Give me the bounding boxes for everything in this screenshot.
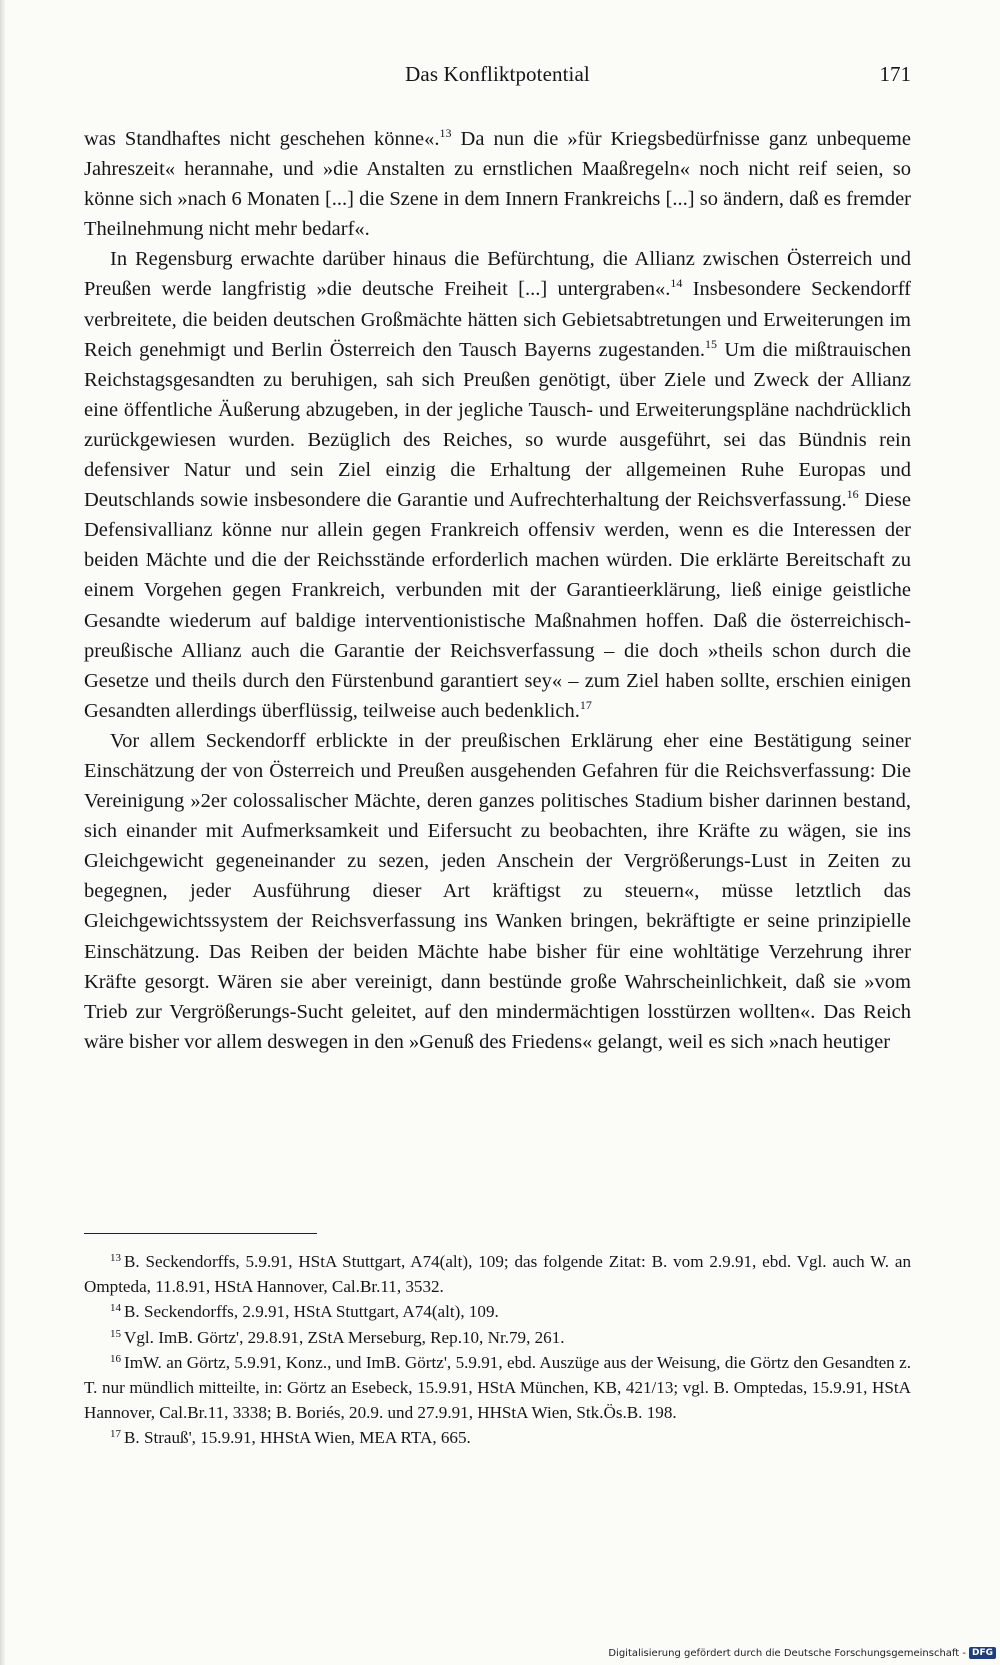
footnotes	[84, 1249, 911, 1451]
footnote-number: 16	[110, 1352, 121, 1365]
footnote-text: B. Strauß', 15.9.91, HHStA Wien, MEA RTA, 665.	[124, 1428, 471, 1448]
footnote-text: ImW. an Görtz, 5.9.91, Konz., und ImB. Görtz', 5.9.91, ebd. Auszüge aus der Weisung, die Görtz den Gesandten z. T. nur mündlich mitteilte, in: Görtz an Esebeck, 15.9.91, HStA München, KB, 421/13; vgl. B. Omptedas, 15.9.91, HStA Hannover, Cal.Br.11, 3338; B. Boriés, 20.9. und 27.9.91, HHStA Wien, Stk.Ös.B. 198.	[84, 1352, 911, 1423]
text-span: Um die mißtrauischen Reichstagsgesandten zu beruhigen, sah sich Preußen genötigt, über Ziele und Zweck der Allianz eine öffentliche Äußerung abzugeben, in der jegliche Tausch- und Erweiterungspläne nachdrücklich zurückgewiesen wurden. Bezüglich des Reiches, so wurde ausgeführt, sei das Bündnis rein defensiver Natur und sein Ziel einzig die Erhaltung der allgemeinen Ruhe Europas und Deutschlands sowie insbesondere die Garantie und Aufrechterhaltung der Reichsverfassung.	[84, 338, 911, 512]
footnote	[84, 1425, 911, 1450]
footnote-text: B. Seckendorffs, 5.9.91, HStA Stuttgart, A74(alt), 109; das folgende Zitat: B. vom 2.9.91, ebd. Vgl. auch W. an Ompteda, 11.8.91, HStA Hannover, Cal.Br.11, 3532.	[84, 1252, 911, 1297]
digitization-note: Digitalisierung gefördert durch die Deutsche Forschungsgemeinschaft -	[608, 1647, 966, 1659]
footnote-number: 17	[110, 1428, 121, 1441]
digitization-credit	[608, 1644, 996, 1662]
running-title: Das Konfliktpotential	[405, 62, 590, 86]
footnote	[84, 1249, 911, 1299]
text-span: In Regensburg erwachte darüber hinaus die Befürchtung, die Allianz zwischen Österreich und Preußen werde langfristig »die deutsche Freiheit [...] untergraben«.	[84, 248, 911, 301]
footnote-separator	[84, 1233, 317, 1234]
footnote	[84, 1350, 911, 1426]
paragraph	[84, 244, 911, 726]
scan-edge-shadow	[0, 0, 6, 1665]
text-span: Vor allem Seckendorff erblickte in der preußischen Erklärung eher eine Bestätigung seiner Einschätzung der von Österreich und Preußen ausgehenden Gefahren für die Reichsverfassung: Die Vereinigung »2er colossalischer Mächte, deren ganzes politisches Stadium bisher darinnen bestand, sich einander mit Aufmerksamkeit und Eifersucht zu beobachten, ihre Kräfte zu wägen, sie ins Gleichgewicht gegeneinander zu sezen, jeden Anschein der Vergrößerungs-Lust in Zeiten zu begegnen, jeder Ausführung dieser Art kräftigst zu steuern«, müsse letztlich das Gleichgewichtssystem der Reichsverfassung ins Wanken bringen, bekräftigte er seine prinzipielle Einschätzung. Das Reiben der beiden Mächte habe bisher für eine wohltätige Verzehrung ihrer Kräfte gesorgt. Wären sie aber vereinigt, dann bestünde große Wahrscheinlichkeit, daß sie »vom Trieb zur Vergrößerungs-Sucht geleitet, auf den mindermächtigen losstürzen wollten«. Das Reich wäre bisher vor allem deswegen in den »Genuß des Friedens« gelangt, weil es sich »nach heutiger	[84, 729, 911, 1053]
page-number: 171	[879, 62, 911, 86]
footnote-ref: 13	[439, 126, 452, 140]
text-span: was Standhaftes nicht geschehen könne«.	[84, 128, 440, 150]
paragraph	[84, 124, 911, 244]
footnote-text: B. Seckendorffs, 2.9.91, HStA Stuttgart, A74(alt), 109.	[124, 1302, 499, 1322]
footnote-ref: 14	[670, 276, 683, 291]
paragraph	[84, 726, 911, 1057]
footnote-number: 15	[110, 1327, 121, 1340]
footnote-text: Vgl. ImB. Görtz', 29.8.91, ZStA Merseburg, Rep.10, Nr.79, 261.	[124, 1327, 565, 1347]
footnote	[84, 1299, 911, 1324]
page-header	[84, 62, 911, 92]
text-span: Diese Defensivallianz könne nur allein gegen Frankreich offensiv werden, wenn es die Interessen der beiden Mächte und die der Reichsstände erforderlich machen würden. Die erklärte Bereitschaft zu einem Vorgehen gegen Frankreich, verbunden mit der Garantieerklärung, ließ einige geistliche Gesandte wiederum auf baldige interventionistische Maßnahmen hoffen. Daß die österreichisch-preußische Allianz auch die Garantie der Reichsverfassung – die doch »theils schon durch die Gesetze und theils durch den Fürstenbund garantiert sey« – zum Ziel haben sollte, erschien einigen Gesandten allerdings überflüssig, teilweise auch bedenklich.	[84, 489, 911, 722]
footnote-number: 13	[110, 1252, 121, 1264]
text-span: Da nun die »für Kriegsbedürfnisse ganz unbequeme Jahreszeit« herannahe, und »die Anstalten zu ernstlichen Maaßregeln« noch nicht reif seien, so könne sich »nach 6 Monaten [...] die Szene in dem Innern Frankreichs [...] so ändern, daß es fremder Theilnehmung nicht mehr bedarf«.	[84, 128, 911, 241]
text-span: Insbesondere Seckendorff verbreitete, die beiden deutschen Großmächte hätten sich Gebietsabtretungen und Erweiterungen im Reich genehmigt und Berlin Österreich den Tausch Bayerns zugestanden.	[84, 278, 911, 361]
dfg-logo-icon: DFG	[969, 1647, 996, 1659]
footnote-number: 14	[110, 1302, 121, 1315]
footnote-ref: 15	[705, 336, 718, 351]
footnote	[84, 1325, 911, 1350]
footnote-ref: 17	[579, 697, 592, 712]
main-text	[84, 124, 911, 1057]
footnote-ref: 16	[846, 487, 859, 502]
